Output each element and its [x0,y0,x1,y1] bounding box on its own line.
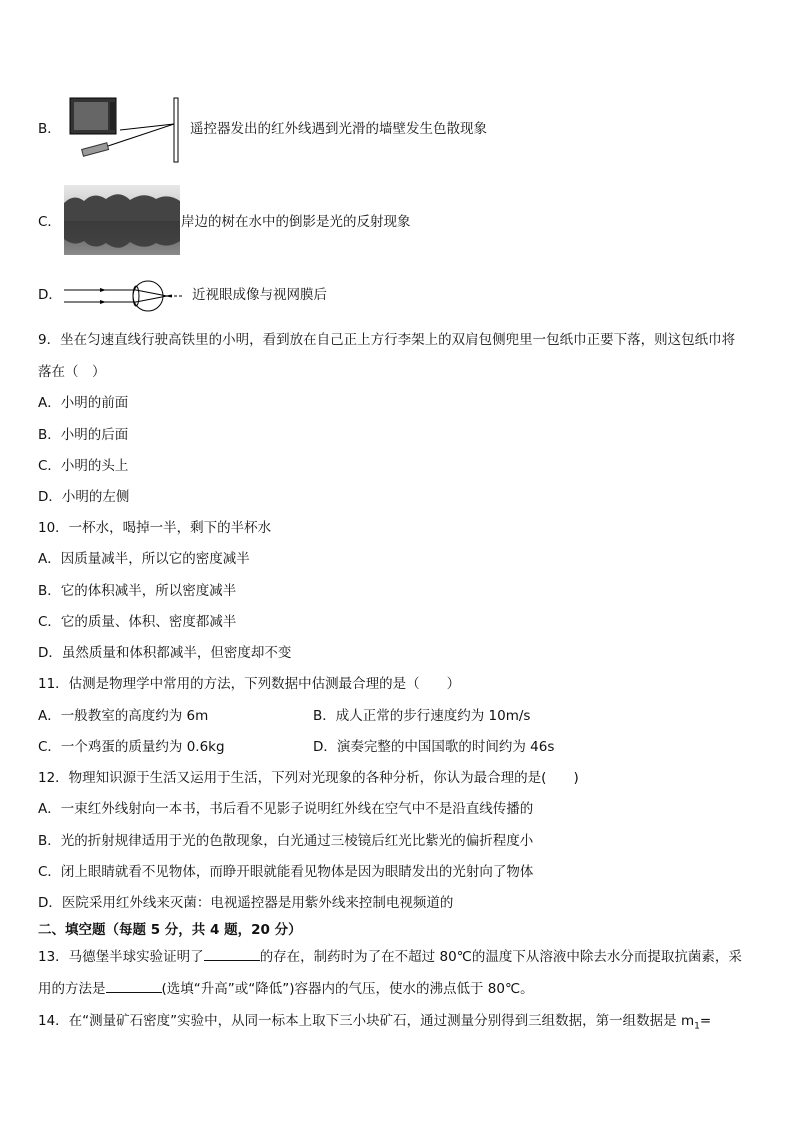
q10-option-c: C．它的质量、体积、密度都减半 [38,614,237,630]
q11-option-d: D．演奏完整的中国国歌的时间约为 46s [313,739,555,755]
q13-line2 [38,978,534,999]
q14-tail: = [699,1013,712,1029]
q12-option-b: B．光的折射规律适用于光的色散现象，白光通过三棱镜后红光比紫光的偏折程度小 [38,833,534,849]
option-c-caption: 岸边的树在水中的倒影是光的反射现象 [181,214,411,230]
q9-stem-line2: 落在（ ） [38,364,106,380]
myopia-eye-diagram [64,280,188,312]
option-d-caption: 近视眼成像与视网膜后 [192,287,327,303]
option-b-caption: 遥控器发出的红外线遇到光滑的墙壁发生色散现象 [190,121,487,137]
q11-option-b: B．成人正常的步行速度约为 10m/s [313,708,531,724]
q12-option-a: A．一束红外线射向一本书，书后看不见影子说明红外线在空气中不是沿直线传播的 [38,801,534,817]
q13-text-b: 的存在，制药时为了在不超过 80℃的温度下从溶液中除去水分而提取抗菌素，采 [259,949,742,965]
q12-option-c: C．闭上眼睛就看不见物体，而睁开眼就能看见物体是因为眼睛发出的光射向了物体 [38,864,534,880]
q9-option-a: A．小明的前面 [38,395,129,411]
q12-stem: 12．物理知识源于生活又运用于生活，下列对光现象的各种分析，你认为最合理的是( ) [38,770,579,786]
q11-option-c: C．一个鸡蛋的质量约为 0.6kg [38,739,225,755]
option-d-label: D． [38,287,62,303]
trees-reflection-photo [64,185,180,255]
q10-option-a: A．因质量减半，所以它的密度减半 [38,551,250,567]
q9-option-c: C．小明的头上 [38,458,129,474]
q9-option-d: D．小明的左侧 [38,489,130,505]
q11-stem: 11．估测是物理学中常用的方法，下列数据中估测最合理的是（ ） [38,676,461,692]
q13-text-a: 13．马德堡半球实验证明了 [38,949,204,965]
q10-option-d: D．虽然质量和体积都减半，但密度却不变 [38,645,292,661]
q14-subscript: 1 [694,1021,700,1032]
q10-option-b: B．它的体积减半，所以密度减半 [38,583,237,599]
q10-stem: 10．一杯水，喝掉一半，剩下的半杯水 [38,520,272,536]
option-c-label: C． [38,214,61,230]
q12-option-d: D．医院采用红外线来灭菌：电视遥控器是用紫外线来控制电视频道的 [38,895,454,911]
q13-text-c: 用的方法是 [38,981,106,997]
q13-blank-1[interactable] [204,946,260,961]
q13-line1 [38,946,742,967]
q14-line1 [38,1011,711,1037]
q14-text: 14．在“测量矿石密度”实验中，从同一标本上取下三小块矿石，通过测量分别得到三组数据，第一组数据是 m [38,1013,695,1029]
q13-blank-2[interactable] [106,978,162,993]
section-heading-fill-in: 二、填空题（每题 5 分，共 4 题，20 分） [38,922,302,938]
tv-remote-figure [64,94,182,166]
q13-text-d: (选填“升高”或“降低”)容器内的气压，使水的沸点低于 80℃。 [161,981,534,997]
q11-option-a: A．一般教室的高度约为 6m [38,708,209,724]
option-b-label: B． [38,121,61,137]
q9-stem-line1: 9．坐在匀速直线行驶高铁里的小明，看到放在自己正上方行李架上的双肩包侧兜里一包纸巾正要下落，则这包纸巾将 [38,332,736,348]
q9-option-b: B．小明的后面 [38,427,129,443]
